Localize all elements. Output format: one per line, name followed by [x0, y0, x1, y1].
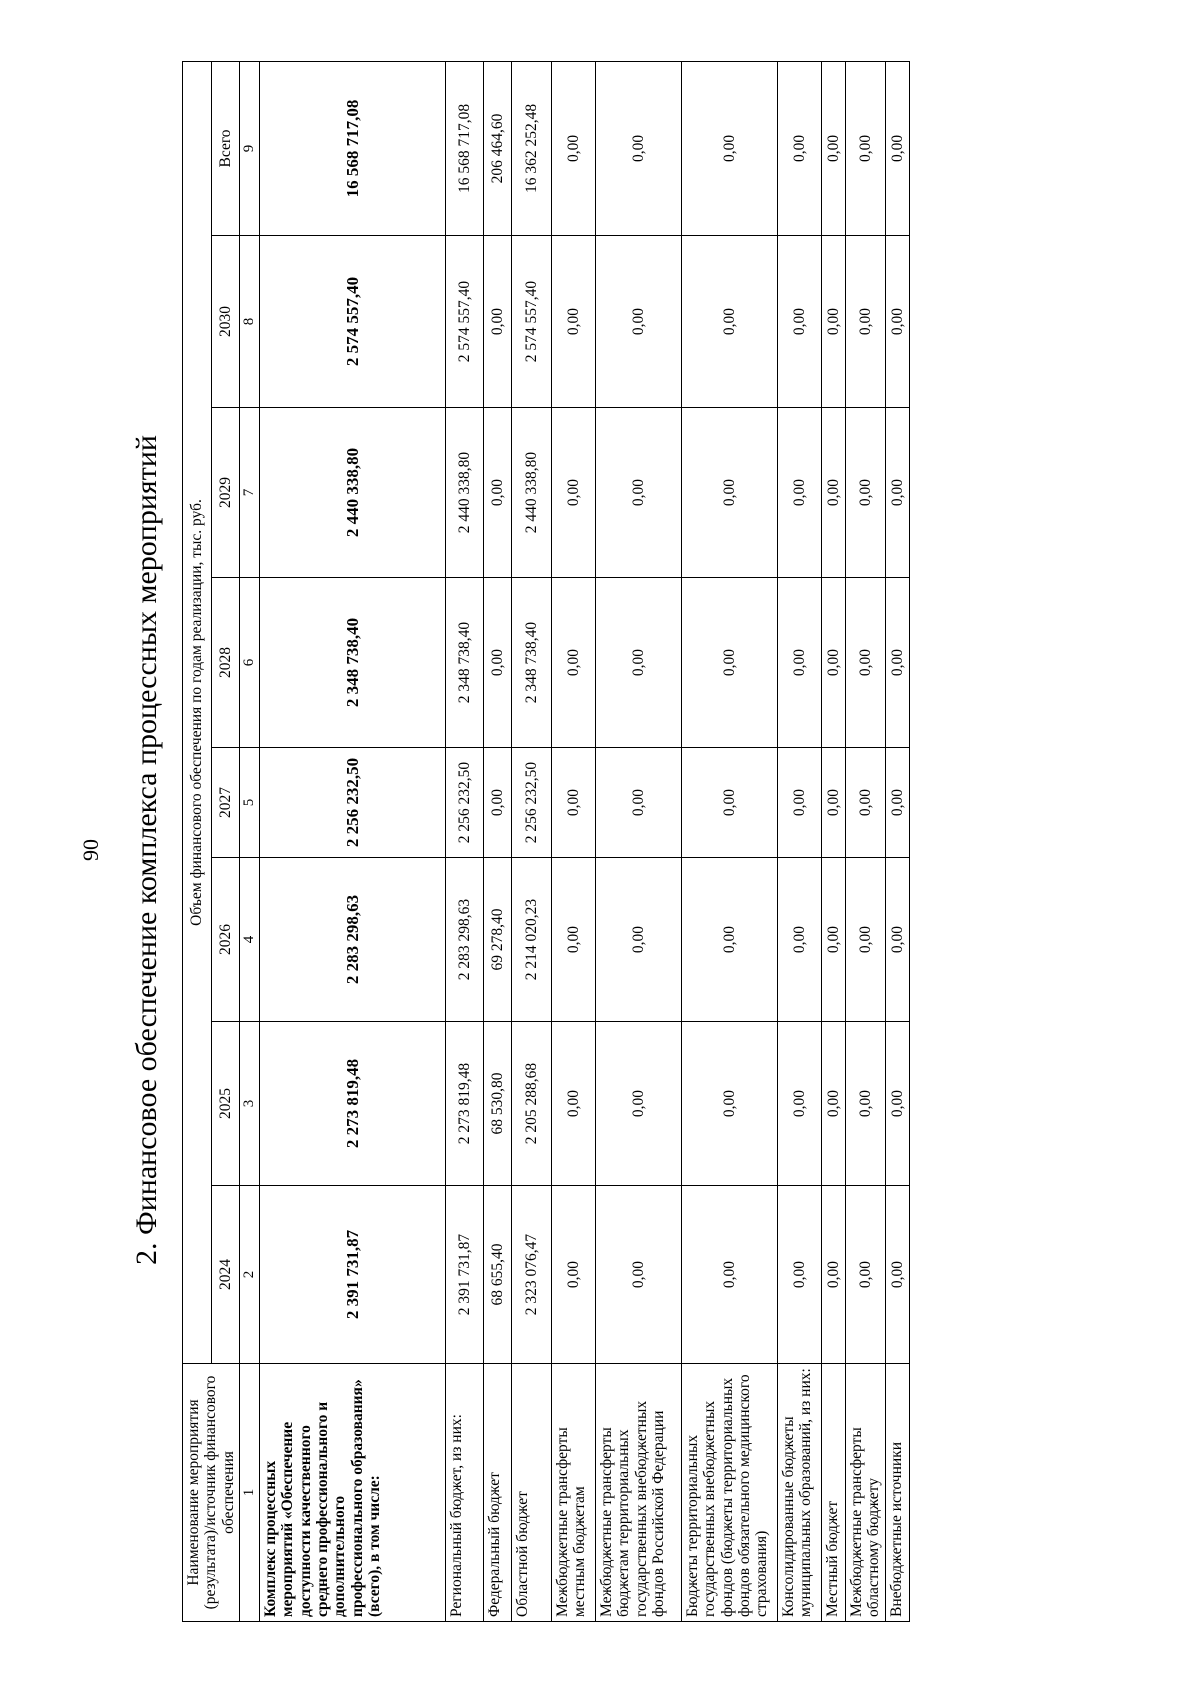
value-cell: 0,00 [821, 578, 845, 748]
total-header-cell: Всего [211, 61, 240, 235]
column-number: 5 [240, 748, 260, 858]
value-cell: 0,00 [777, 748, 821, 858]
section-title: 2. Финансовое обеспечение комплекса процессных мероприятий [130, 435, 163, 1265]
column-number: 1 [240, 1364, 260, 1622]
value-cell: 0,00 [821, 1186, 845, 1364]
financing-table [182, 61, 910, 1622]
value-cell: 0,00 [483, 408, 511, 578]
table-row [483, 61, 511, 1621]
year-cell: 2030 [211, 236, 240, 408]
source-name-cell: Местный бюджет [821, 1364, 845, 1622]
value-cell: 68 530,80 [483, 1022, 511, 1186]
value-cell: 0,00 [885, 748, 909, 858]
year-cell: 2026 [211, 858, 240, 1022]
value-cell: 0,00 [595, 578, 681, 748]
column-number: 6 [240, 578, 260, 748]
value-cell: 2 256 232,50 [511, 748, 551, 858]
value-cell: 0,00 [551, 408, 595, 578]
value-cell: 69 278,40 [483, 858, 511, 1022]
source-name-cell: Консолидированные бюджеты муниципальных образований, из них: [777, 1364, 821, 1622]
column-number: 8 [240, 236, 260, 408]
value-cell: 2 574 557,40 [511, 236, 551, 408]
value-cell: 2 440 338,80 [511, 408, 551, 578]
source-name-cell: Межбюджетные трансферты областному бюджету [845, 1364, 885, 1622]
year-cell: 2025 [211, 1022, 240, 1186]
value-cell: 0,00 [681, 408, 777, 578]
value-cell: 68 655,40 [483, 1186, 511, 1364]
column-number: 4 [240, 858, 260, 1022]
table-row [595, 61, 681, 1621]
value-cell: 2 348 738,40 [259, 578, 445, 748]
value-cell: 0,00 [777, 408, 821, 578]
value-cell: 0,00 [551, 1186, 595, 1364]
column-number: 7 [240, 408, 260, 578]
value-cell: 2 256 232,50 [259, 748, 445, 858]
value-cell: 2 283 298,63 [259, 858, 445, 1022]
value-cell: 0,00 [483, 578, 511, 748]
value-cell: 0,00 [551, 236, 595, 408]
value-cell: 0,00 [595, 1022, 681, 1186]
source-name-cell: Региональный бюджет, из них: [445, 1364, 483, 1622]
value-cell: 2 256 232,50 [445, 748, 483, 858]
table-row [681, 61, 777, 1621]
column-number: 9 [240, 61, 260, 235]
value-cell: 0,00 [777, 1022, 821, 1186]
table-row [845, 61, 885, 1621]
value-cell: 0,00 [845, 408, 885, 578]
source-name-cell: Внебюджетные источники [885, 1364, 909, 1622]
value-cell: 0,00 [681, 1022, 777, 1186]
value-cell: 0,00 [681, 858, 777, 1022]
value-cell: 0,00 [821, 1022, 845, 1186]
total-value-cell: 0,00 [551, 61, 595, 235]
total-value-cell: 0,00 [595, 61, 681, 235]
value-cell: 0,00 [845, 858, 885, 1022]
value-cell: 0,00 [595, 748, 681, 858]
value-cell: 0,00 [483, 748, 511, 858]
value-cell: 0,00 [845, 578, 885, 748]
page-number: 90 [78, 839, 103, 861]
total-value-cell: 16 568 717,08 [259, 61, 445, 235]
value-cell: 0,00 [483, 236, 511, 408]
value-cell: 2 440 338,80 [259, 408, 445, 578]
table-row [445, 61, 483, 1621]
table-row [551, 61, 595, 1621]
value-cell: 0,00 [551, 1022, 595, 1186]
value-cell: 2 574 557,40 [445, 236, 483, 408]
value-cell: 0,00 [595, 858, 681, 1022]
value-cell: 0,00 [681, 578, 777, 748]
value-cell: 0,00 [595, 408, 681, 578]
total-value-cell: 0,00 [845, 61, 885, 235]
value-cell: 0,00 [885, 1022, 909, 1186]
value-cell: 0,00 [885, 858, 909, 1022]
value-cell: 0,00 [777, 1186, 821, 1364]
column-number: 2 [240, 1186, 260, 1364]
value-cell: 2 391 731,87 [445, 1186, 483, 1364]
table-row [821, 61, 845, 1621]
header-name-cell: Наименование мероприятия (результата)/источник финансового обеспечения [183, 1364, 240, 1622]
value-cell: 0,00 [777, 858, 821, 1022]
value-cell: 2 323 076,47 [511, 1186, 551, 1364]
value-cell: 0,00 [681, 748, 777, 858]
value-cell: 2 214 020,23 [511, 858, 551, 1022]
value-cell: 0,00 [681, 1186, 777, 1364]
value-cell: 0,00 [821, 236, 845, 408]
total-value-cell: 0,00 [885, 61, 909, 235]
year-cell: 2027 [211, 748, 240, 858]
value-cell: 2 348 738,40 [511, 578, 551, 748]
total-value-cell: 206 464,60 [483, 61, 511, 235]
value-cell: 0,00 [821, 748, 845, 858]
value-cell: 0,00 [595, 236, 681, 408]
total-value-cell: 0,00 [821, 61, 845, 235]
value-cell: 0,00 [595, 1186, 681, 1364]
table-row [511, 61, 551, 1621]
value-cell: 0,00 [885, 578, 909, 748]
value-cell: 2 273 819,48 [259, 1022, 445, 1186]
value-cell: 0,00 [551, 748, 595, 858]
header-group-cell: Объем финансового обеспечения по годам реализации, тыс. руб. [183, 61, 212, 1363]
value-cell: 2 205 288,68 [511, 1022, 551, 1186]
value-cell: 0,00 [821, 408, 845, 578]
value-cell: 0,00 [845, 1186, 885, 1364]
total-value-cell: 0,00 [681, 61, 777, 235]
value-cell: 0,00 [845, 1022, 885, 1186]
value-cell: 2 440 338,80 [445, 408, 483, 578]
value-cell: 2 273 819,48 [445, 1022, 483, 1186]
source-name-cell: Бюджеты территориальных государственных внебюджетных фондов (бюджеты территориальных фондов обязательного медицинского страхования) [681, 1364, 777, 1622]
value-cell: 0,00 [681, 236, 777, 408]
value-cell: 0,00 [551, 858, 595, 1022]
year-cell: 2028 [211, 578, 240, 748]
source-name-cell: Межбюджетные трансферты местным бюджетам [551, 1364, 595, 1622]
source-name-cell: Областной бюджет [511, 1364, 551, 1622]
value-cell: 2 574 557,40 [259, 236, 445, 408]
year-cell: 2029 [211, 408, 240, 578]
value-cell: 0,00 [551, 578, 595, 748]
total-value-cell: 16 568 717,08 [445, 61, 483, 235]
value-cell: 0,00 [821, 858, 845, 1022]
table-row-total [259, 61, 445, 1621]
value-cell: 2 348 738,40 [445, 578, 483, 748]
value-cell: 0,00 [885, 236, 909, 408]
column-number: 3 [240, 1022, 260, 1186]
value-cell: 0,00 [885, 1186, 909, 1364]
value-cell: 2 391 731,87 [259, 1186, 445, 1364]
header-row [183, 61, 212, 1621]
value-cell: 0,00 [845, 236, 885, 408]
value-cell: 0,00 [885, 408, 909, 578]
total-value-cell: 16 362 252,48 [511, 61, 551, 235]
table-row [777, 61, 821, 1621]
source-name-cell: Федеральный бюджет [483, 1364, 511, 1622]
source-name-cell: Комплекс процессных мероприятий «Обеспечение доступности качественного среднего профессионального и дополнительного профессионального образования» (всего), в том числе: [259, 1364, 445, 1622]
column-numbers-row [240, 61, 260, 1621]
value-cell: 0,00 [777, 578, 821, 748]
total-value-cell: 0,00 [777, 61, 821, 235]
value-cell: 0,00 [777, 236, 821, 408]
table-row [885, 61, 909, 1621]
value-cell: 2 283 298,63 [445, 858, 483, 1022]
year-cell: 2024 [211, 1186, 240, 1364]
value-cell: 0,00 [845, 748, 885, 858]
source-name-cell: Межбюджетные трансферты бюджетам территориальных государственных внебюджетных фондов Российской Федерации [595, 1364, 681, 1622]
